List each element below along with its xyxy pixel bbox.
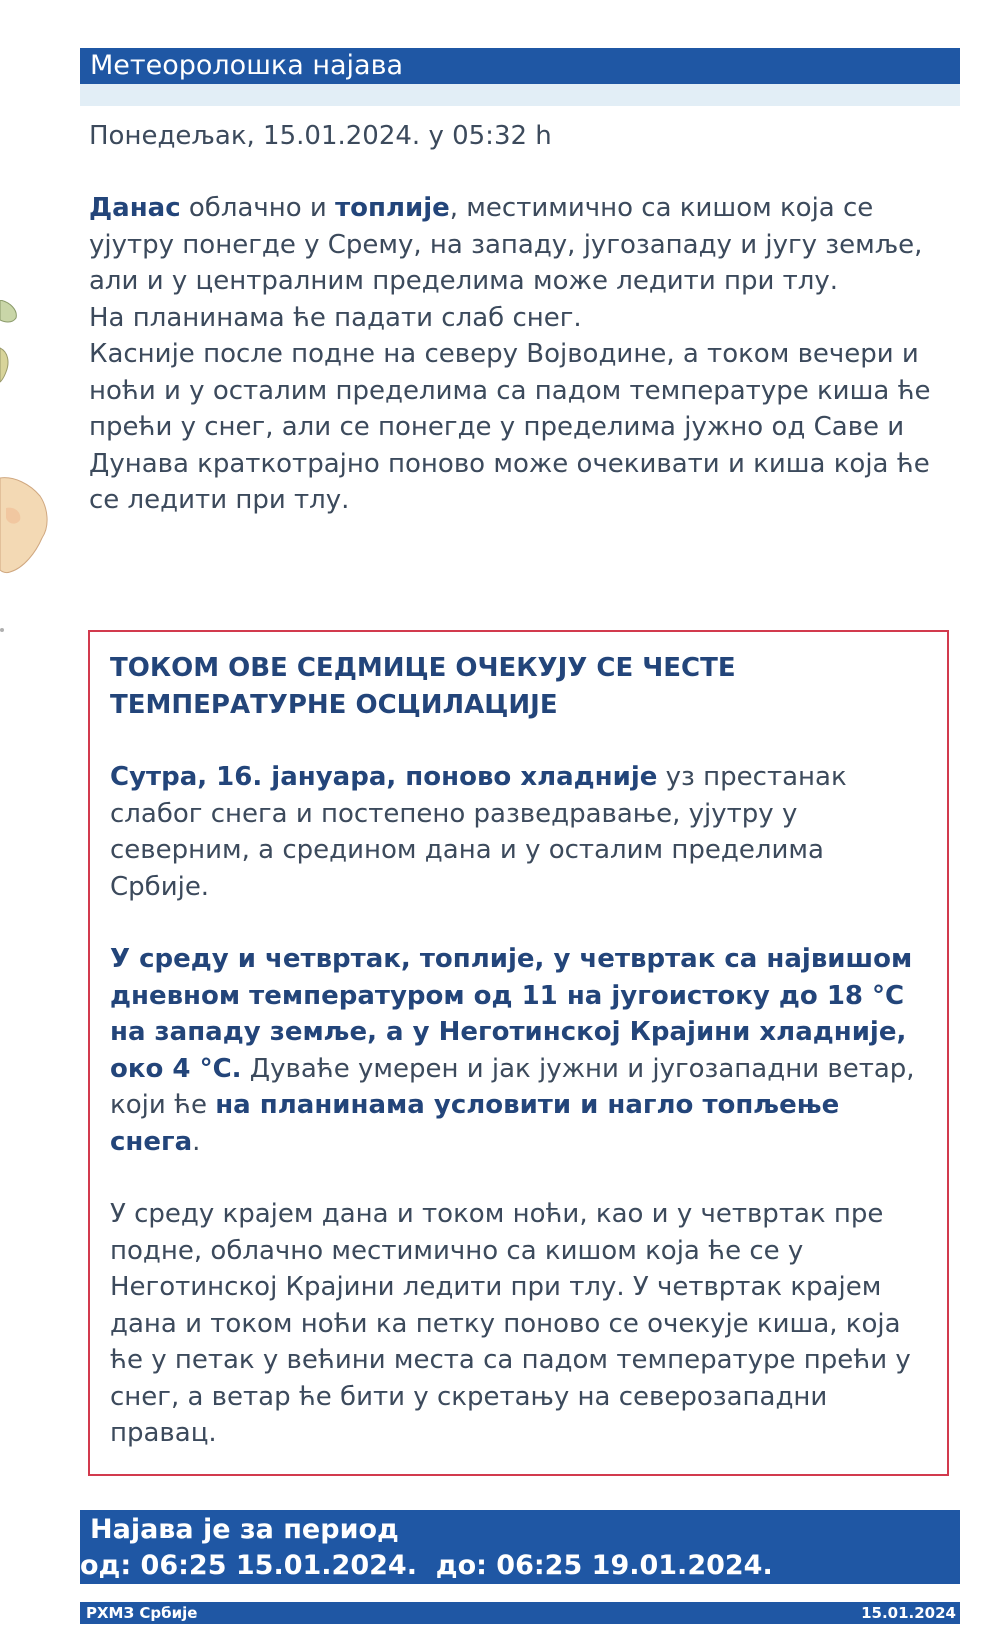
alert-title: ТОКОМ ОВЕ СЕДМИЦЕ ОЧЕКУЈУ СЕ ЧЕСТЕ ТЕМПЕРАТУРНЕ ОСЦИЛАЦИЈЕ xyxy=(110,653,736,720)
issued-datetime: Понедељак, 15.01.2024. у 05:32 h xyxy=(89,121,552,151)
today-paragraph-3: Касније после подне на северу Војводине, а током вечери и ноћи и у осталим пределима са падом температуре киша ће прећи у снег, али се понегде у пределима јужно од Саве и Дунава краткотрајно поново може очекивати и киша која ће се ледити при тлу. xyxy=(89,339,931,515)
today-forecast xyxy=(89,190,959,519)
alert-text: . xyxy=(192,1126,201,1157)
footer-source: РХМЗ Србије xyxy=(86,1604,198,1622)
map-fragment-image xyxy=(0,300,60,660)
alert-text: уз престанак слабог снега и постепено разведравање, ујутру у северним, а средином дана и у осталим пределима Србије. xyxy=(110,762,847,902)
alert-paragraph-1 xyxy=(110,759,920,905)
today-bold-label: Данас xyxy=(89,193,181,223)
today-text: облачно и xyxy=(180,193,336,223)
period-range: од: 06:25 15.01.2024. до: 06:25 19.01.2024. xyxy=(80,1550,773,1581)
alert-bold-text: на планинама условити и нагло топљење снега xyxy=(110,1090,840,1157)
alert-bold-text: Сутра, 16. јануара, поново хладније xyxy=(110,762,658,792)
footer-bar xyxy=(80,1602,960,1624)
alert-text: Дуваће умерен и јак јужни и југозападни ветар, који ће xyxy=(110,1053,915,1120)
forecast-header xyxy=(80,48,960,84)
footer-date: 15.01.2024 xyxy=(861,1604,956,1622)
today-text: , местимично са кишом која се ујутру понегде у Срему, на западу, југозападу и југу земље, али и у централним пределима може ледити при тлу. xyxy=(89,193,923,296)
header-title: Метеоролошка најава xyxy=(90,50,404,81)
period-label: Најава је за период xyxy=(90,1514,399,1545)
alert-bold-text: У среду и четвртак, топлије, у четвртак са највишом дневном температуром од 11 на југоистоку до 18 °C на западу земље, а у Неготинској Крајини хладније, око 4 °C. xyxy=(110,944,913,1084)
today-paragraph-1 xyxy=(89,190,959,300)
today-paragraph-2: На планинама ће падати слаб снег. xyxy=(89,302,582,333)
weekly-alert-box xyxy=(88,630,949,1476)
alert-paragraph-2 xyxy=(110,941,920,1160)
header-strip xyxy=(80,84,960,106)
forecast-period xyxy=(80,1510,960,1584)
alert-paragraph-3: У среду крајем дана и током ноћи, као и у четвртак пре подне, облачно местимично са кишом која ће се у Неготинској Крајини ледити при тлу. У четвртак крајем дана и током ноћи ка петку поново се очекује киша, која ће у петак у већини места са падом температуре прећи у снег, а ветар ће бити у скретању на северозападни правац. xyxy=(110,1199,911,1448)
today-bold-warmer: топлије xyxy=(335,193,450,223)
